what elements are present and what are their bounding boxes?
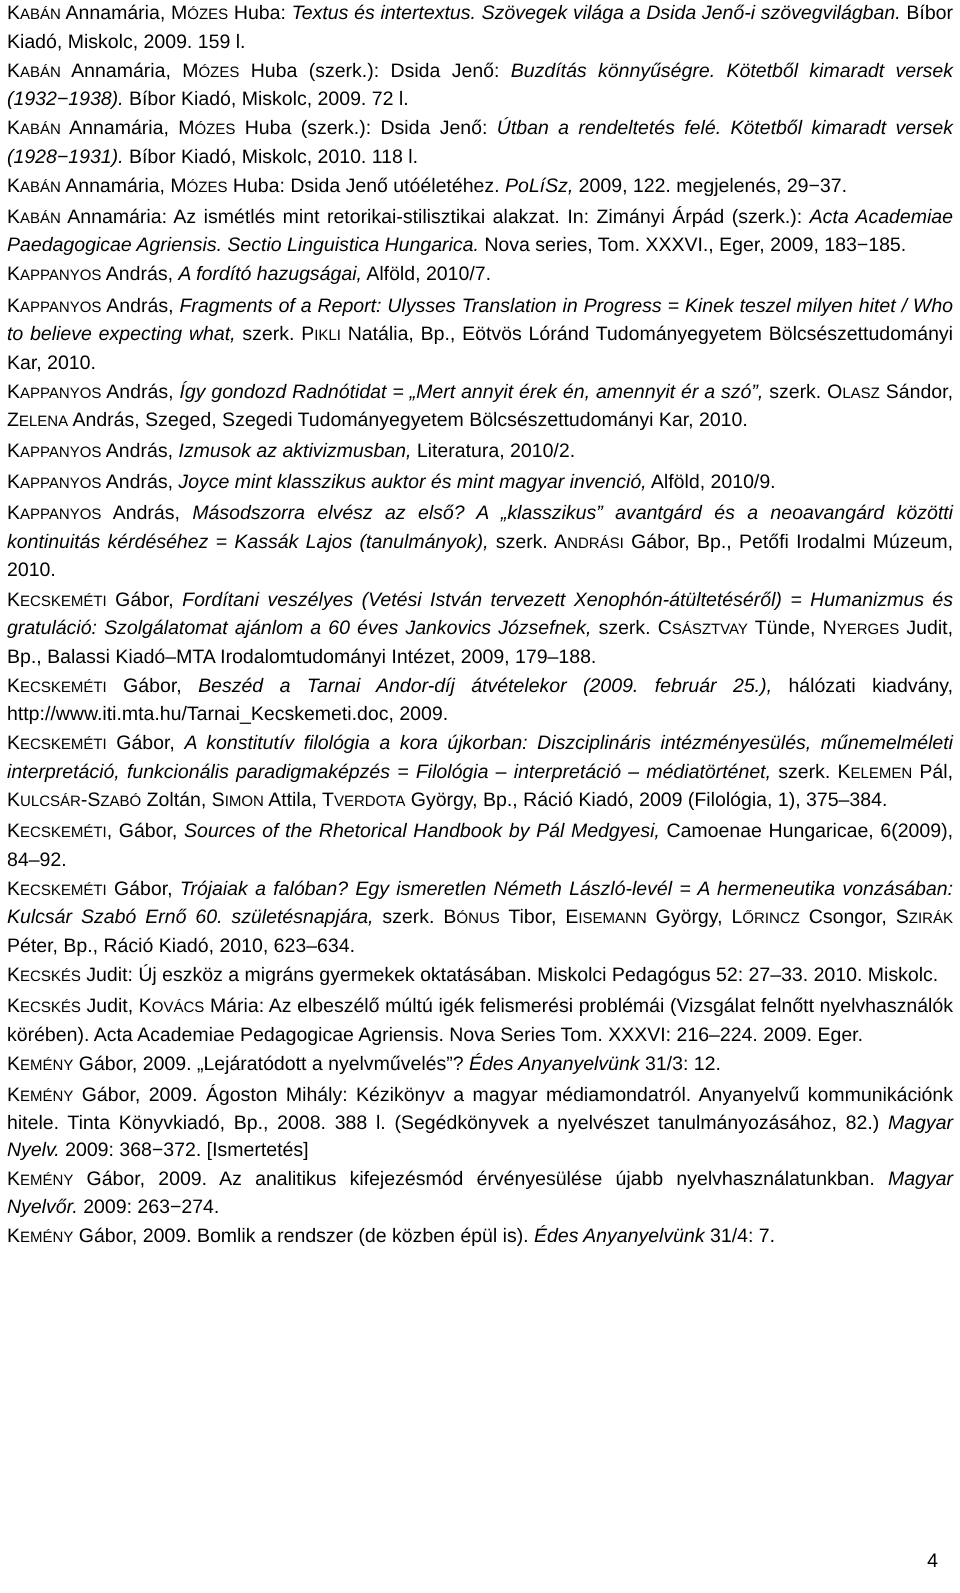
- entry-title-italic: Joyce mint klasszikus auktor és mint magyar invenció,: [178, 471, 647, 494]
- entry-title-italic: Fordítani veszélyes (Vetési István tervezett Xenophón-átültetéséről) = Humanizmus és gratuláció: Szolgálatomat ajánlom a 60 éves Jankovics Józsefnek,: [7, 588, 954, 640]
- bibliography-entry: [7, 115, 953, 170]
- entry-text: András,: [101, 294, 180, 317]
- author-name-smallcaps: OVÁCS: [151, 999, 205, 1017]
- entry-text: Gábor, 2009. „Lejáratódott a nyelvművelés”?: [73, 1052, 470, 1075]
- author-name-smallcaps: ABÁN: [20, 209, 61, 227]
- bibliography-entry: [7, 876, 953, 960]
- entry-text: 31/3: 12.: [639, 1052, 721, 1075]
- bibliography-entry: [7, 438, 953, 467]
- entry-title-italic: Édes Anyanyelvünk: [534, 1225, 705, 1248]
- author-name-smallcaps: ECSKEMÉTI: [20, 678, 107, 696]
- bibliography-entry: [7, 0, 953, 55]
- bibliography-entry: [7, 293, 953, 377]
- entry-text: Gábor, Bp., Petőfi Irodalmi Múzeum, 2010.: [7, 530, 953, 582]
- entry-text: Mária: Az elbeszélő múltú igék felismerési problémái (Vizsgálat felnőtt nyelvhasználók körében). Acta Academiae Pedagogicae Agriensis. Nova Series Tom. XXXVI: 216–224. 2009. Eger.: [7, 995, 953, 1046]
- entry-title-italic: Fragments of a Report: Ulysses Translation in Progress = Kinek teszel milyen hitet / Who to believe expecting what,: [7, 294, 954, 346]
- entry-text: hálózati kiadvány, http://www.iti.mta.hu/Tarnai_Kecskemeti.doc, 2009.: [7, 674, 954, 726]
- entry-text: Bíbor Kiadó, Miskolc, 2009. 72 l.: [123, 88, 409, 111]
- entry-text: Annamária, M: [60, 117, 195, 140]
- entry-text: K: [7, 1225, 21, 1248]
- entry-title-italic: Édes Anyanyelvünk: [469, 1052, 640, 1075]
- entry-text: K: [7, 820, 21, 843]
- author-name-smallcaps: ECSKEMÉTI: [20, 736, 107, 754]
- entry-text: András,: [101, 380, 180, 403]
- entry-text: Annamária: Az ismétlés mint retorikai-stilisztikai alakzat. In: Zimányi Árpád (szerk.):: [60, 205, 810, 228]
- bibliography-entry: [7, 469, 953, 498]
- entry-text: szerk. O: [763, 380, 843, 403]
- author-name-smallcaps: ÓZES: [186, 178, 228, 196]
- author-name-smallcaps: VERDOTA: [333, 793, 406, 811]
- author-name-smallcaps: ECSKEMÉTI: [20, 824, 107, 842]
- entry-text: Csongor, S: [799, 906, 909, 929]
- author-name-smallcaps: EMÉNY: [20, 1056, 74, 1074]
- entry-text: Huba: Dsida Jenő utóéletéhez.: [227, 174, 505, 197]
- author-name-smallcaps: ELEMEN: [850, 764, 913, 782]
- entry-title-italic: Másodszorra elvész az első? A „klasszikus” avantgárd és a neoavangárd közötti kontinuitás kérdéséhez = Kassák Lajos (tanulmányok),: [7, 502, 953, 553]
- entry-text: Annamária, M: [60, 174, 187, 197]
- author-name-smallcaps: ECSKÉS: [20, 968, 81, 985]
- entry-text: K: [7, 1083, 21, 1106]
- author-name-smallcaps: ABÁN: [20, 63, 61, 81]
- author-name-smallcaps: ŐRINCZ: [742, 910, 800, 928]
- author-name-smallcaps: ZABÓ: [100, 793, 142, 811]
- entry-text: K: [7, 995, 21, 1018]
- entry-text: Huba (szerk.): Dsida Jenő:: [235, 117, 497, 140]
- entry-text: Gábor,: [106, 588, 183, 611]
- entry-text: Sándor, Z: [7, 380, 953, 432]
- entry-text: Zoltán, S: [141, 789, 225, 812]
- entry-text: K: [7, 294, 21, 317]
- entry-text: K: [7, 380, 21, 403]
- bibliography-entry: [7, 1223, 953, 1252]
- entry-text: K: [7, 59, 21, 82]
- author-name-smallcaps: YERGES: [836, 621, 900, 639]
- entry-title-italic: PoLíSz,: [504, 174, 574, 197]
- author-name-smallcaps: ÓZES: [194, 121, 236, 139]
- author-name-smallcaps: EMÉNY: [20, 1087, 74, 1105]
- entry-title-italic: Így gondozd Radnótidat = „Mert annyit érek én, amennyit ér a szó”,: [179, 380, 764, 403]
- bibliography-entry: [7, 818, 953, 873]
- author-name-smallcaps: ABÁN: [20, 121, 61, 139]
- entry-text: Gábor,: [106, 877, 180, 900]
- entry-text: András, Szeged, Szegedi Tudományegyetem Bölcsészettudományi Kar, 2010.: [68, 409, 748, 432]
- entry-title-italic: Útban a rendeltetés felé. Kötetből kimaradt versek (1928−1931).: [7, 117, 953, 168]
- entry-text: Péter, Bp., Ráció Kiadó, 2010, 623–634.: [7, 934, 356, 957]
- entry-text: Tünde, N: [747, 617, 837, 640]
- entry-text: György, L: [646, 906, 743, 929]
- entry-title-italic: Magyar Nyelv.: [7, 1112, 953, 1161]
- entry-text: András,: [101, 502, 193, 525]
- entry-text: Gábor,: [106, 674, 199, 697]
- entry-text: Tibor, E: [499, 906, 579, 929]
- entry-title-italic: Sources of the Rhetorical Handbook by Pál Medgyesi,: [183, 820, 660, 843]
- entry-text: György, Bp., Ráció Kiadó, 2009 (Filológia, 1), 375–384.: [405, 789, 888, 812]
- entry-text: Judit: Új eszköz a migráns gyermekek oktatásában. Miskolci Pedagógus 52: 27–33. 2010. Miskolc.: [80, 964, 939, 986]
- entry-text: Annamária, M: [60, 59, 199, 82]
- entry-text: Nova series, Tom. XXXVI., Eger, 2009, 183−185.: [478, 234, 907, 257]
- entry-text: András,: [101, 263, 179, 286]
- entry-text: K: [7, 732, 21, 755]
- author-name-smallcaps: ECSKÉS: [20, 999, 81, 1017]
- entry-text: Huba:: [228, 2, 292, 24]
- entry-text: 2009: 368−372. [Ismertetés]: [59, 1138, 309, 1161]
- author-name-smallcaps: ULCSÁR: [20, 793, 81, 811]
- entry-text: Alföld, 2010/7.: [361, 263, 492, 286]
- author-name-smallcaps: ABÁN: [20, 6, 61, 23]
- author-name-smallcaps: APPANYOS: [20, 267, 102, 285]
- entry-text: -S: [80, 789, 101, 812]
- entry-text: szerk. C: [591, 617, 672, 640]
- author-name-smallcaps: ABÁN: [20, 178, 61, 196]
- entry-text: András,: [101, 440, 179, 463]
- entry-title-italic: Izmusok az aktivizmusban,: [178, 440, 412, 463]
- entry-text: K: [7, 877, 21, 900]
- bibliography-entry: [7, 962, 953, 991]
- entry-title-italic: Buzdítás könnyűségre. Kötetből kimaradt versek (1932−1938).: [7, 59, 953, 111]
- entry-text: Huba (szerk.): Dsida Jenő:: [239, 59, 511, 82]
- entry-text: 2009: 263−274.: [77, 1196, 220, 1219]
- entry-title-italic: Trójaiak a falóban? Egy ismeretlen Németh László-levél = A hermeneutika vonzásában: Kulcsár Szabó Ernő 60. születésnapjára,: [7, 877, 953, 929]
- entry-text: Annamária, M: [60, 2, 188, 24]
- author-name-smallcaps: ISEMANN: [578, 910, 647, 928]
- author-name-smallcaps: APPANYOS: [20, 475, 102, 493]
- entry-text: K: [7, 674, 21, 697]
- bibliography-entry: [7, 204, 953, 259]
- entry-text: K: [7, 440, 21, 463]
- entry-text: K: [7, 471, 21, 494]
- author-name-smallcaps: APPANYOS: [20, 384, 102, 402]
- bibliography-entry: [7, 993, 953, 1048]
- entry-text: K: [7, 205, 21, 228]
- entry-text: 2009, 122. megjelenés, 29−37.: [573, 174, 848, 197]
- author-name-smallcaps: EMÉNY: [20, 1229, 74, 1247]
- author-name-smallcaps: NDRÁSI: [567, 534, 624, 552]
- entry-text: Gábor,: [106, 732, 185, 755]
- entry-text: szerk. B: [373, 906, 457, 929]
- entry-title-italic: A fordító hazugságai,: [178, 263, 362, 286]
- author-name-smallcaps: APPANYOS: [20, 298, 102, 316]
- bibliography-entry: [7, 173, 953, 202]
- author-name-smallcaps: LASZ: [842, 384, 880, 402]
- entry-text: Pál, K: [7, 760, 953, 812]
- entry-title-italic: Textus és intertextus. Szövegek világa a Dsida Jenő-i szövegvilágban.: [291, 2, 901, 24]
- page-number: 4: [927, 1550, 938, 1572]
- entry-text: K: [7, 1052, 21, 1075]
- author-name-smallcaps: ZIRÁK: [908, 910, 953, 928]
- author-name-smallcaps: ECSKEMÉTI: [20, 592, 107, 610]
- author-name-smallcaps: IKLI: [314, 327, 341, 345]
- bibliography-entry: [7, 1166, 953, 1221]
- entry-text: K: [7, 964, 21, 986]
- entry-text: Camoenae Hungaricae, 6(2009), 84–92.: [7, 820, 953, 871]
- bibliography-entry: [7, 379, 953, 436]
- entry-text: K: [7, 588, 21, 611]
- bibliography-entry: [7, 58, 953, 113]
- author-name-smallcaps: SÁSZTVAY: [671, 621, 748, 639]
- bibliography-page: [7, 0, 953, 1255]
- entry-text: Gábor, 2009. Az analitikus kifejezésmód érvényesülése újabb nyelvhasználatunkban.: [73, 1167, 888, 1190]
- entry-text: K: [7, 117, 21, 140]
- entry-text: K: [7, 2, 21, 24]
- entry-text: Gábor, 2009. Bomlik a rendszer (de közben épül is).: [73, 1225, 535, 1248]
- entry-text: szerk. P: [235, 323, 315, 346]
- entry-text: Natália, Bp., Eötvös Lóránd Tudományegyetem Bölcsészettudományi Kar, 2010.: [7, 323, 953, 374]
- author-name-smallcaps: ECSKEMÉTI: [20, 881, 107, 899]
- entry-text: K: [7, 1167, 21, 1190]
- entry-text: K: [7, 174, 21, 197]
- entry-title-italic: Beszéd a Tarnai Andor-díj átvételekor (2009. február 25.),: [198, 674, 773, 697]
- entry-text: K: [7, 502, 21, 525]
- entry-text: Gábor, 2009. Ágoston Mihály: Kézikönyv a magyar médiamondatról. Anyanyelvű kommunikációnk hitele. Tinta Könyvkiadó, Bp., 2008. 388 l. (Segédkönyvek a nyelvészet tanulmányozásához, 82.): [7, 1083, 953, 1135]
- author-name-smallcaps: EMÉNY: [20, 1171, 74, 1189]
- author-name-smallcaps: IMON: [224, 793, 264, 811]
- author-name-smallcaps: ÓNUS: [456, 910, 500, 928]
- entry-title-italic: Acta Academiae Paedagogicae Agriensis. Sectio Linguistica Hungarica.: [7, 205, 953, 257]
- bibliography-entry: [7, 1051, 953, 1080]
- entry-text: szerk. A: [488, 530, 568, 553]
- entry-text: Alföld, 2010/9.: [646, 471, 776, 494]
- entry-title-italic: A konstitutív filológia a kora újkorban: Diszciplináris intézményesülés, műnemelméleti interpretáció, funkcionális paradigmaképzés = Filológia – interpretáció – médiatörténet,: [7, 732, 954, 783]
- entry-text: , Gábor,: [106, 820, 184, 843]
- bibliography-entry: [7, 261, 953, 290]
- entry-text: András,: [101, 471, 179, 494]
- author-name-smallcaps: ÓZES: [198, 63, 240, 81]
- entry-text: Bíbor Kiadó, Miskolc, 2010. 118 l.: [123, 145, 419, 168]
- entry-text: Attila, T: [263, 789, 334, 812]
- entry-text: Judit, Bp., Balassi Kiadó–MTA Irodalomtudományi Intézet, 2009, 179–188.: [7, 617, 953, 668]
- entry-text: Bíbor Kiadó, Miskolc, 2009. 159 l.: [7, 2, 954, 53]
- author-name-smallcaps: APPANYOS: [20, 506, 102, 524]
- author-name-smallcaps: ÓZES: [187, 6, 229, 23]
- entry-text: 31/4: 7.: [704, 1225, 776, 1248]
- bibliography-entry: [7, 500, 953, 584]
- entry-text: Literatura, 2010/2.: [411, 440, 576, 463]
- bibliography-entry: [7, 730, 953, 816]
- author-name-smallcaps: ELENA: [18, 413, 69, 431]
- bibliography-entry: [7, 1082, 953, 1164]
- author-name-smallcaps: APPANYOS: [20, 444, 102, 462]
- entry-text: szerk. K: [771, 760, 851, 783]
- bibliography-entry: [7, 673, 953, 728]
- bibliography-entry: [7, 587, 953, 671]
- entry-text: K: [7, 263, 21, 286]
- entry-text: Judit, K: [80, 995, 152, 1018]
- entry-title-italic: Magyar Nyelvőr.: [7, 1167, 953, 1219]
